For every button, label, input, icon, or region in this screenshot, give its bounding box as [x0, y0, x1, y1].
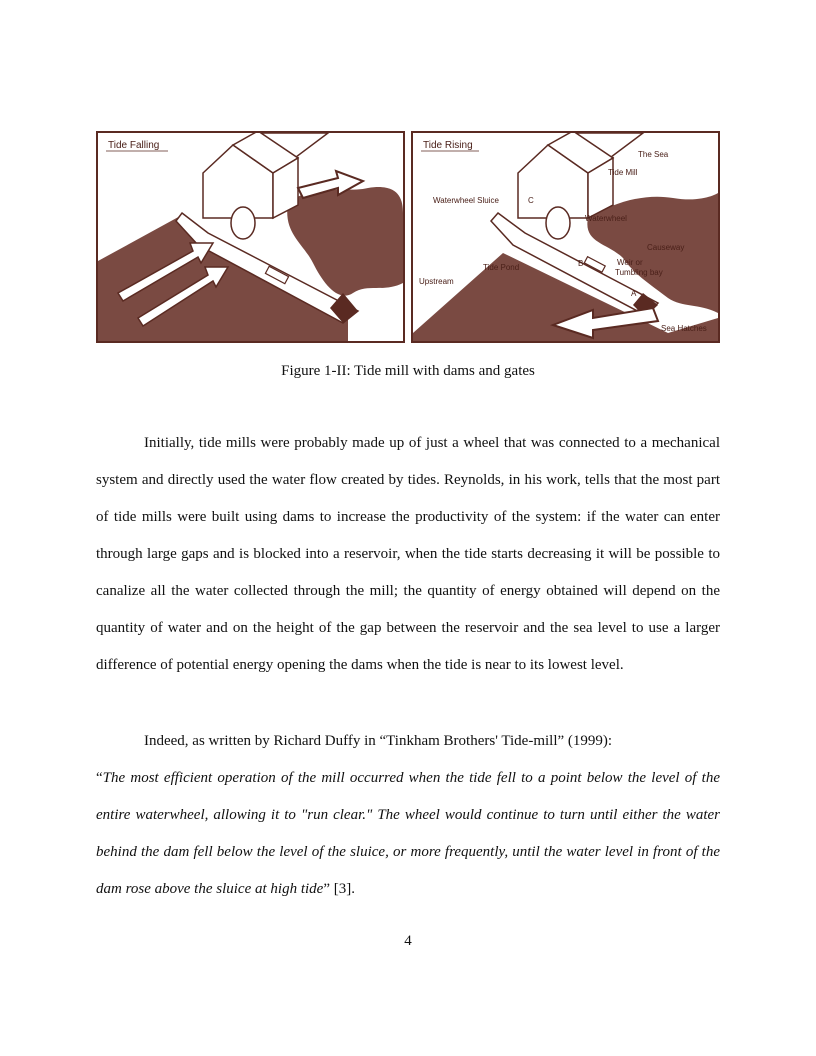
paragraph-1: [96, 425, 720, 684]
label-c: C: [528, 196, 534, 205]
paragraph-2-text: Indeed, as written by Richard Duffy in “Tinkham Brothers' Tide-mill” (1999):: [144, 733, 613, 749]
paragraph-1-text: Initially, tide mills were probably made up of just a wheel that was connected to a mechanical system and directly used the water flow created by tides. Reynolds, in his work, tells that the most part of tide mills were built using dams to increase the productivity of the system: if the water can enter through large gaps and is blocked into a reservoir, when the tide starts decreasing it will be possible to canalize all the water collected through the mill; the quantity of energy obtained will depend on the quantity of water and on the height of the gap between the reservoir and the sea level to use a larger difference of potential energy opening the dams when the tide is near to its lowest level.: [96, 435, 720, 673]
label-tide-pond: Tide Pond: [483, 263, 520, 272]
quote-open: “: [96, 770, 103, 786]
block-quote: [96, 760, 720, 908]
label-waterwheel-sluice: Waterwheel Sluice: [433, 196, 499, 205]
quote-italic-text: The most efficient operation of the mill occurred when the tide fell to a point below the level of the entire waterwheel, allowing it to "run clear." The wheel would continue to turn until either the water behind the dam fell below the level of the sluice, or more frequently, until the water level in front of the dam rose above the sluice at high tide: [96, 770, 720, 897]
label-sea-hatches: Sea Hatches: [661, 324, 707, 333]
panel-title-tide-falling: Tide Falling: [108, 140, 160, 151]
quote-close-citation: ” [3].: [323, 881, 355, 897]
label-causeway: Causeway: [647, 243, 685, 252]
paragraph-2: [96, 723, 720, 760]
label-a: A: [631, 289, 637, 298]
figure-tide-mill: [96, 131, 720, 343]
page-number: 4: [404, 933, 412, 949]
label-upstream: Upstream: [419, 277, 454, 286]
panel-title-tide-rising: Tide Rising: [423, 140, 473, 151]
figure-panel-tide-rising: [411, 131, 720, 343]
sea-water: [287, 187, 403, 296]
label-waterwheel: Waterwheel: [585, 214, 627, 223]
label-tide-mill: Tide Mill: [608, 168, 638, 177]
block-quote-text: [96, 760, 720, 908]
label-weir: Weir or: [617, 258, 643, 267]
label-the-sea: The Sea: [638, 150, 669, 159]
tide-rising-illustration: [413, 133, 718, 341]
figure-caption: Figure 1-II: Tide mill with dams and gates: [281, 363, 535, 379]
label-tumbling-bay: Tumbling bay: [615, 268, 663, 277]
label-b: B: [578, 259, 584, 268]
figure-panel-tide-falling: [96, 131, 405, 343]
tide-falling-illustration: [98, 133, 403, 341]
waterwheel: [231, 207, 255, 239]
waterwheel: [546, 207, 570, 239]
